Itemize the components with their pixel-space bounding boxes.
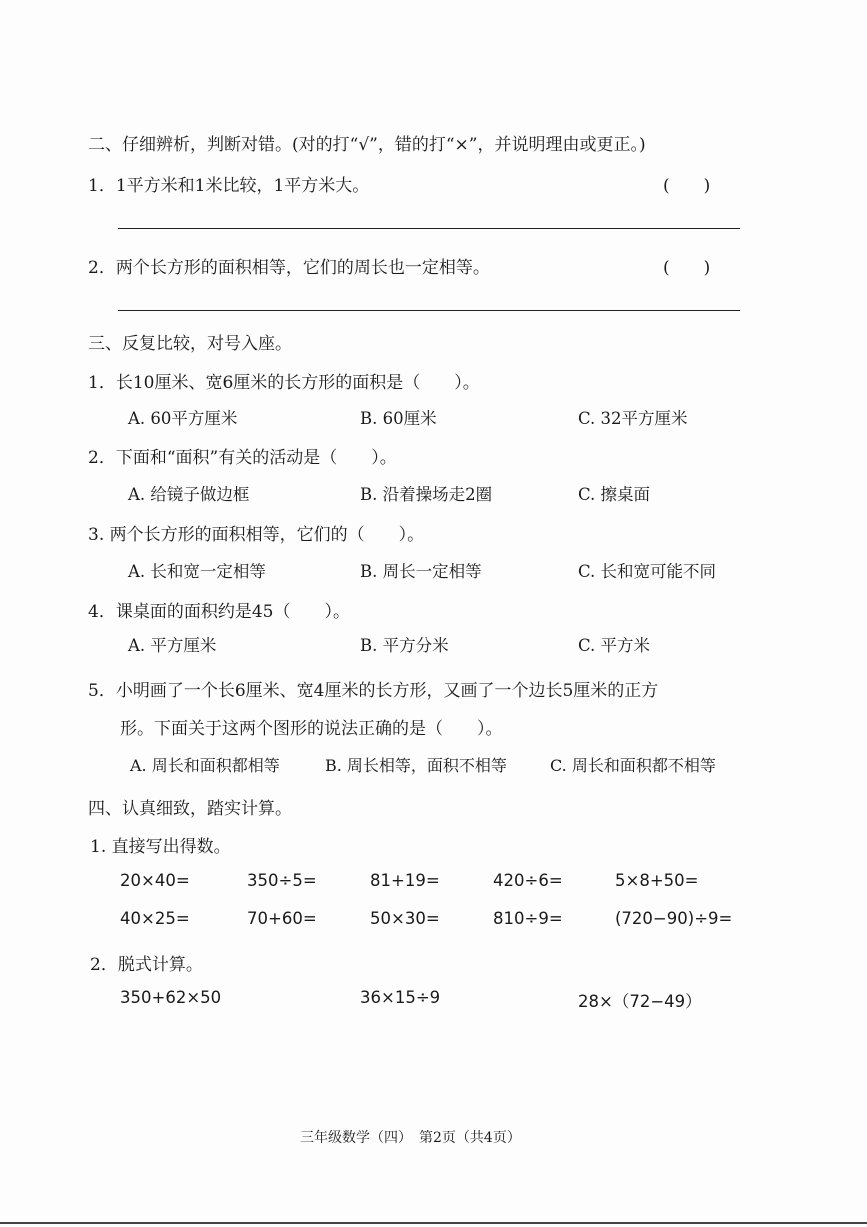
step-calc-item[interactable]: 28×（72−49） <box>578 992 702 1011</box>
choice-1-option-c[interactable]: C. 32平方厘米 <box>578 409 688 428</box>
judge-item-1: 1．1平方米和1米比较，1平方米大。 <box>88 176 370 196</box>
choice-3-option-b[interactable]: B. 周长一定相等 <box>360 562 482 581</box>
choice-question-2: 2．下面和“面积”有关的活动是（ ）。 <box>88 448 397 468</box>
oral-calc-item[interactable]: 810÷9= <box>493 909 563 928</box>
choice-3-option-a[interactable]: A. 长和宽一定相等 <box>128 562 266 581</box>
oral-calc-item[interactable]: 50×30= <box>370 909 440 928</box>
choice-2-option-a[interactable]: A. 给镜子做边框 <box>128 485 250 504</box>
step-calc-item[interactable]: 350+62×50 <box>120 988 222 1007</box>
choice-3-option-c[interactable]: C. 长和宽可能不同 <box>578 562 717 581</box>
oral-calc-item[interactable]: 420÷6= <box>493 871 563 890</box>
choice-4-option-c[interactable]: C. 平方米 <box>578 636 651 655</box>
choice-1-option-b[interactable]: B. 60厘米 <box>360 409 437 428</box>
choice-2-option-c[interactable]: C. 擦桌面 <box>578 485 651 504</box>
choice-4-option-b[interactable]: B. 平方分米 <box>360 636 449 655</box>
oral-calc-item[interactable]: 350÷5= <box>247 871 317 890</box>
judge-blank-1[interactable]: ( ) <box>663 176 711 196</box>
page-footer: 三年级数学（四） 第2页（共4页） <box>300 1130 521 1146</box>
oral-calc-item[interactable]: 81+19= <box>370 871 440 890</box>
oral-calc-item[interactable]: 70+60= <box>247 909 317 928</box>
section-3-heading: 三、反复比较，对号入座。 <box>88 334 292 354</box>
choice-4-option-a[interactable]: A. 平方厘米 <box>128 636 217 655</box>
choice-5-option-c[interactable]: C. 周长和面积都不相等 <box>550 756 716 775</box>
judge-item-2: 2．两个长方形的面积相等，它们的周长也一定相等。 <box>88 258 490 278</box>
section-2-heading: 二、仔细辨析，判断对错。(对的打“√”，错的打“×”，并说明理由或更正。) <box>88 135 646 155</box>
choice-5-option-a[interactable]: A. 周长和面积都相等 <box>130 756 280 775</box>
choice-question-5: 5．小明画了一个长6厘米、宽4厘米的长方形，又画了一个边长5厘米的正方 <box>88 681 659 701</box>
answer-line-1[interactable] <box>118 228 740 229</box>
oral-calc-item[interactable]: 40×25= <box>120 909 190 928</box>
choice-question-4: 4．课桌面的面积约是45（ ）。 <box>88 602 350 622</box>
choice-question-3: 3. 两个长方形的面积相等，它们的（ ）。 <box>88 525 425 545</box>
judge-blank-2[interactable]: ( ) <box>663 258 711 278</box>
choice-5-option-b[interactable]: B. 周长相等，面积不相等 <box>325 756 507 775</box>
oral-calc-title: 1. 直接写出得数。 <box>90 837 231 857</box>
section-4-heading: 四、认真细致，踏实计算。 <box>88 799 292 819</box>
oral-calc-item[interactable]: (720−90)÷9= <box>615 909 733 928</box>
step-calc-title: 2．脱式计算。 <box>90 955 203 975</box>
scan-bottom-edge <box>0 1222 867 1224</box>
answer-line-2[interactable] <box>118 310 740 311</box>
step-calc-item[interactable]: 36×15÷9 <box>360 988 441 1007</box>
choice-1-option-a[interactable]: A. 60平方厘米 <box>128 409 238 428</box>
oral-calc-item[interactable]: 20×40= <box>120 871 190 890</box>
oral-calc-item[interactable]: 5×8+50= <box>615 871 699 890</box>
choice-question-1: 1．长10厘米、宽6厘米的长方形的面积是（ ）。 <box>88 373 480 393</box>
choice-question-5-cont: 形。下面关于这两个图形的说法正确的是（ ）。 <box>120 719 503 739</box>
choice-2-option-b[interactable]: B. 沿着操场走2圈 <box>360 485 493 504</box>
